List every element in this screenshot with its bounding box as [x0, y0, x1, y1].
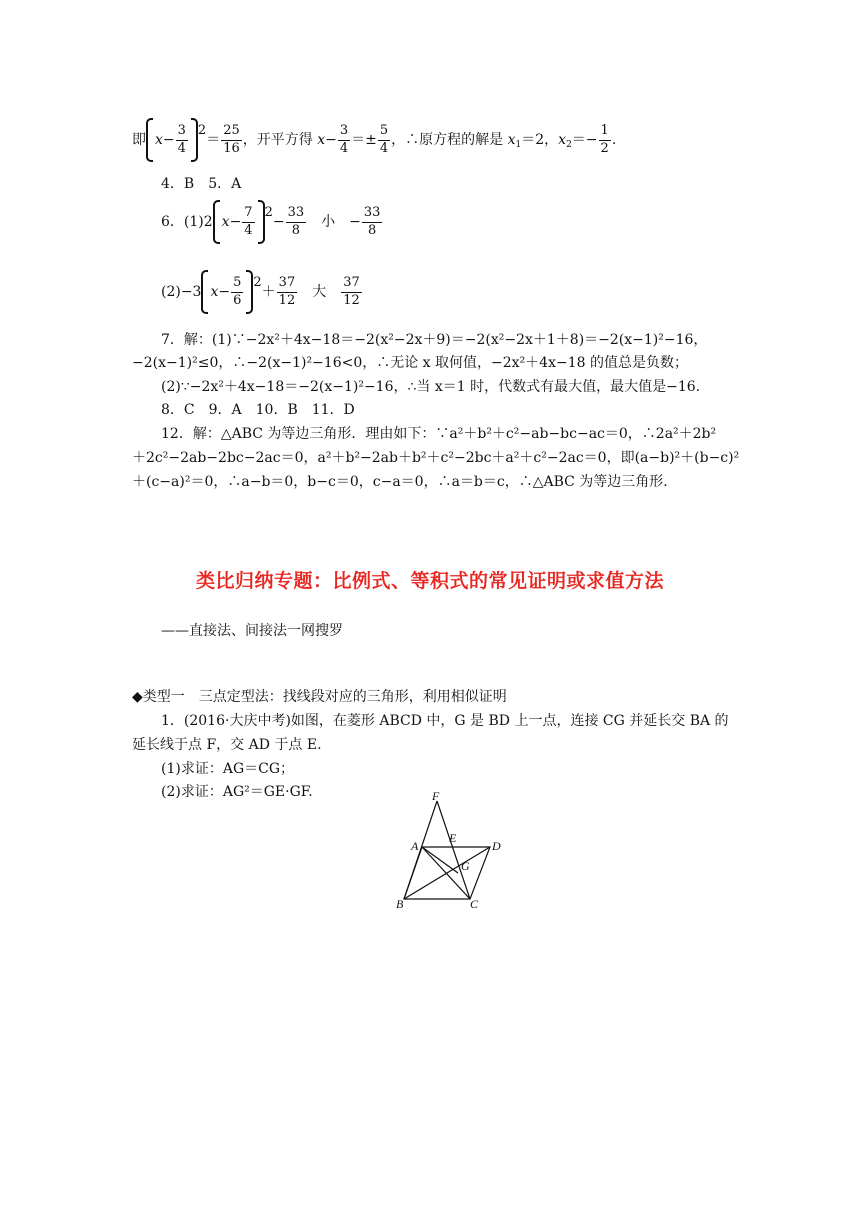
answer-line-2: 4．B 5．A — [161, 176, 242, 192]
label-c: C — [470, 897, 479, 911]
rhombus-figure — [390, 792, 510, 912]
answer-line-6: −2(x−1)²≤0，∴−2(x−1)²−16<0，∴无论 x 取何值，−2x²＋4x−18 的值总是负数； — [132, 355, 688, 371]
answer-line-8: 8．C 9．A 10．B 11．D — [161, 402, 355, 418]
text-prefix: 即 — [132, 132, 146, 148]
label-d: D — [492, 839, 501, 853]
answer-line-9: 12．解：△ABC 为等边三角形．理由如下：∵a²＋b²＋c²−ab−bc−ac＝0，∴2a²＋2b² — [161, 426, 717, 442]
label-g: G — [461, 859, 470, 873]
line-ag — [422, 847, 458, 873]
answer-line-5: 7．解：(1)∵−2x²＋4x−18＝−2(x²−2x＋9)＝−2(x²−2x＋1＋8)＝−2(x−1)²−16， — [161, 332, 708, 348]
label-b: B — [396, 897, 404, 911]
section-subtitle: ——直接法、间接法一网搜罗 — [161, 623, 343, 639]
line-bf — [404, 801, 437, 899]
section-title: 类比归纳专题：比例式、等积式的常见证明或求值方法 — [195, 570, 664, 592]
answer-line-11: ＋(c−a)²＝0，∴a−b＝0，b−c＝0，c−a＝0，∴a＝b＝c，∴△ABC 为等边三角形. — [132, 474, 668, 490]
type-heading: ◆类型一 三点定型法：找线段对应的三角形，利用相似证明 — [132, 689, 507, 705]
line-fc — [437, 801, 470, 899]
question-1-part-2: (2)求证：AG²＝GE·GF. — [161, 784, 313, 800]
answer-line-4: (2)−3 x − $\frac{5}{6}$ $^2$＋ $\frac{37}{12}$ 大 $\frac{37}{12}$ — [161, 270, 363, 314]
paren-group: x − $\frac{3}{4}$ — [146, 118, 198, 162]
question-1-line-1: 1．(2016·大庆中考)如图，在菱形 ABCD 中，G 是 BD 上一点，连接 CG 并延长交 BA 的 — [161, 713, 729, 729]
answer-line-1: 即 x − $\frac{3}{4}$ $^2$＝ $\frac{25}{16}$ ，开平方得 x− $\frac{3}{4}$ ＝± $\frac{5}{4}$ ，∴原方程的解是 $x_1=2$，$x_2=-$ $\frac{1}{2}$ . — [132, 118, 616, 162]
label-a: A — [411, 839, 419, 853]
answer-line-3: 6．(1)2 x − $\frac{7}{4}$ $^2$− $\frac{33}{8}$ 小 − $\frac{33}{8}$ — [161, 200, 383, 244]
label-f: F — [432, 792, 440, 803]
question-1-line-2: 延长线于点 F，交 AD 于点 E. — [132, 737, 322, 753]
line-bd — [404, 847, 490, 899]
question-1-part-1: (1)求证：AG＝CG； — [161, 761, 295, 777]
answer-line-10: ＋2c²−2ab−2bc−2ac＝0，a²＋b²−2ab＋b²＋c²−2bc＋a²＋c²−2ac＝0，即(a−b)²＋(b−c)² — [132, 450, 740, 466]
label-e: E — [449, 831, 457, 845]
answer-line-7: (2)∵−2x²＋4x−18＝−2(x−1)²−16，∴当 x＝1 时，代数式有最大值，最大值是−16. — [161, 379, 701, 395]
